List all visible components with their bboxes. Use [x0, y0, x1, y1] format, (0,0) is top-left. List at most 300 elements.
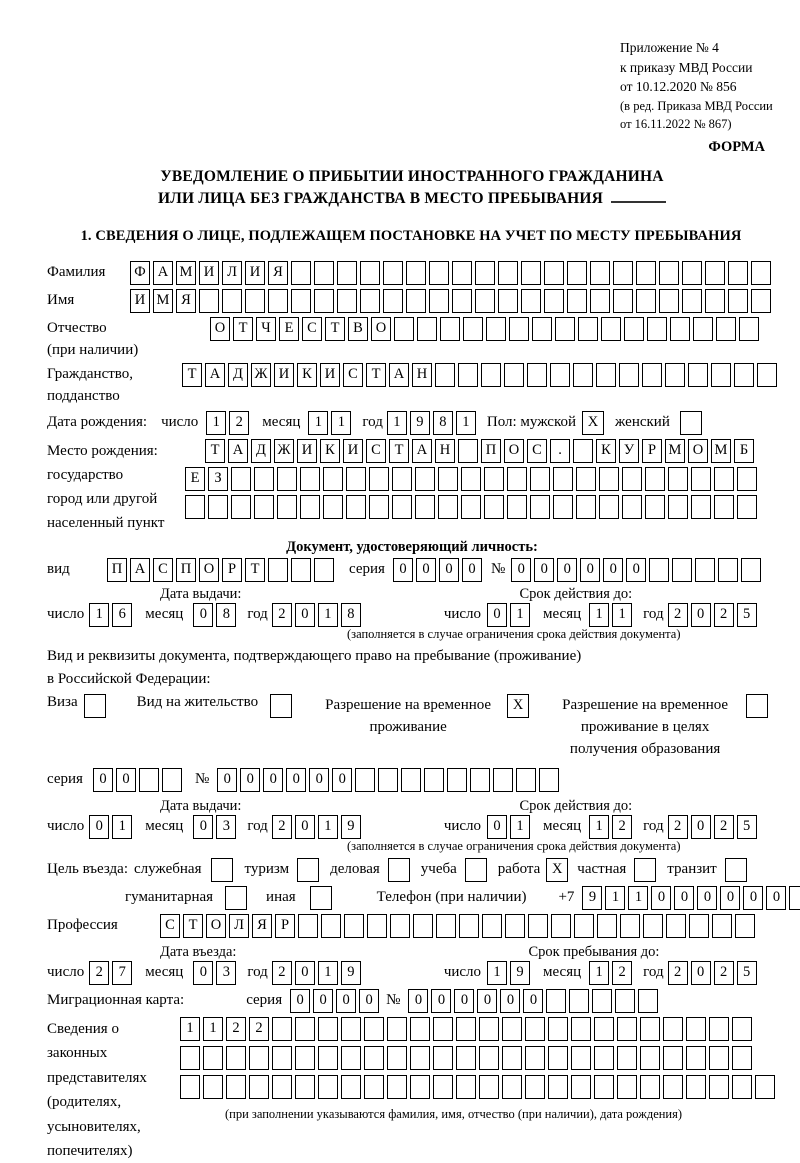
char-cell[interactable]: [387, 1046, 407, 1070]
char-cell[interactable]: [226, 1046, 246, 1070]
char-cell[interactable]: Т: [325, 317, 345, 341]
char-cell[interactable]: [622, 467, 642, 491]
char-cell[interactable]: [642, 363, 662, 387]
char-cell[interactable]: [291, 558, 311, 582]
char-cell[interactable]: [516, 768, 536, 792]
char-cell[interactable]: 0: [697, 886, 717, 910]
char-cell[interactable]: [341, 1046, 361, 1070]
char-cell[interactable]: 0: [534, 558, 554, 582]
char-cell[interactable]: [300, 495, 320, 519]
char-cell[interactable]: [712, 914, 732, 938]
char-cell[interactable]: [571, 1075, 591, 1099]
char-cell[interactable]: 0: [286, 768, 306, 792]
char-cell[interactable]: 9: [341, 815, 361, 839]
char-cell[interactable]: [272, 1075, 292, 1099]
char-cell[interactable]: О: [688, 439, 708, 463]
char-cell[interactable]: [447, 768, 467, 792]
char-cell[interactable]: 0: [336, 989, 356, 1013]
char-cell[interactable]: [573, 363, 593, 387]
char-cell[interactable]: [649, 558, 669, 582]
purpose-private-checkbox[interactable]: [634, 858, 656, 882]
char-cell[interactable]: [413, 914, 433, 938]
char-cell[interactable]: [732, 1017, 752, 1041]
purpose-business-checkbox[interactable]: [388, 858, 410, 882]
char-cell[interactable]: 2: [226, 1017, 246, 1041]
char-cell[interactable]: [548, 1075, 568, 1099]
temp-residence-checkbox[interactable]: X: [507, 694, 529, 718]
char-cell[interactable]: А: [412, 439, 432, 463]
char-cell[interactable]: А: [389, 363, 409, 387]
char-cell[interactable]: 2: [272, 603, 292, 627]
char-cell[interactable]: 1: [612, 603, 632, 627]
char-cell[interactable]: 5: [737, 603, 757, 627]
char-cell[interactable]: [689, 914, 709, 938]
char-cell[interactable]: 1: [308, 411, 328, 435]
char-cell[interactable]: 0: [462, 558, 482, 582]
char-cell[interactable]: 0: [766, 886, 786, 910]
char-cell[interactable]: [619, 363, 639, 387]
char-cell[interactable]: [622, 495, 642, 519]
char-cell[interactable]: 6: [112, 603, 132, 627]
char-cell[interactable]: [728, 289, 748, 313]
char-cell[interactable]: [571, 1017, 591, 1041]
char-cell[interactable]: 0: [193, 961, 213, 985]
char-cell[interactable]: [705, 289, 725, 313]
char-cell[interactable]: [440, 317, 460, 341]
char-cell[interactable]: [716, 317, 736, 341]
char-cell[interactable]: .: [550, 439, 570, 463]
char-cell[interactable]: [415, 467, 435, 491]
char-cell[interactable]: Д: [251, 439, 271, 463]
char-cell[interactable]: [693, 317, 713, 341]
char-cell[interactable]: [691, 467, 711, 491]
char-cell[interactable]: 0: [487, 603, 507, 627]
char-cell[interactable]: [341, 1075, 361, 1099]
char-cell[interactable]: У: [619, 439, 639, 463]
char-cell[interactable]: [364, 1075, 384, 1099]
char-cell[interactable]: 1: [318, 603, 338, 627]
char-cell[interactable]: [458, 363, 478, 387]
char-cell[interactable]: [479, 1075, 499, 1099]
char-cell[interactable]: 1: [589, 815, 609, 839]
char-cell[interactable]: 0: [217, 768, 237, 792]
char-cell[interactable]: [452, 289, 472, 313]
char-cell[interactable]: [410, 1017, 430, 1041]
char-cell[interactable]: 0: [193, 815, 213, 839]
char-cell[interactable]: 5: [737, 961, 757, 985]
char-cell[interactable]: [567, 261, 587, 285]
char-cell[interactable]: Я: [268, 261, 288, 285]
char-cell[interactable]: [498, 261, 518, 285]
char-cell[interactable]: И: [245, 261, 265, 285]
char-cell[interactable]: [208, 495, 228, 519]
char-cell[interactable]: 1: [203, 1017, 223, 1041]
char-cell[interactable]: [527, 363, 547, 387]
char-cell[interactable]: П: [481, 439, 501, 463]
char-cell[interactable]: [415, 495, 435, 519]
char-cell[interactable]: [318, 1046, 338, 1070]
char-cell[interactable]: 2: [714, 815, 734, 839]
char-cell[interactable]: С: [366, 439, 386, 463]
char-cell[interactable]: Ж: [274, 439, 294, 463]
char-cell[interactable]: [555, 317, 575, 341]
char-cell[interactable]: 2: [714, 961, 734, 985]
char-cell[interactable]: [367, 914, 387, 938]
char-cell[interactable]: [601, 317, 621, 341]
char-cell[interactable]: [737, 495, 757, 519]
char-cell[interactable]: [640, 1046, 660, 1070]
char-cell[interactable]: С: [302, 317, 322, 341]
char-cell[interactable]: [346, 495, 366, 519]
char-cell[interactable]: Н: [412, 363, 432, 387]
char-cell[interactable]: [599, 495, 619, 519]
char-cell[interactable]: И: [130, 289, 150, 313]
char-cell[interactable]: К: [596, 439, 616, 463]
char-cell[interactable]: 0: [313, 989, 333, 1013]
char-cell[interactable]: [597, 914, 617, 938]
char-cell[interactable]: Т: [205, 439, 225, 463]
char-cell[interactable]: [456, 1017, 476, 1041]
char-cell[interactable]: [647, 317, 667, 341]
char-cell[interactable]: [435, 363, 455, 387]
char-cell[interactable]: [268, 289, 288, 313]
char-cell[interactable]: [567, 289, 587, 313]
char-cell[interactable]: [484, 467, 504, 491]
char-cell[interactable]: [505, 914, 525, 938]
char-cell[interactable]: [502, 1046, 522, 1070]
char-cell[interactable]: И: [274, 363, 294, 387]
purpose-work-checkbox[interactable]: X: [546, 858, 568, 882]
char-cell[interactable]: [323, 467, 343, 491]
char-cell[interactable]: [709, 1075, 729, 1099]
char-cell[interactable]: [272, 1046, 292, 1070]
char-cell[interactable]: [378, 768, 398, 792]
char-cell[interactable]: [295, 1017, 315, 1041]
char-cell[interactable]: 0: [580, 558, 600, 582]
char-cell[interactable]: О: [206, 914, 226, 938]
char-cell[interactable]: 2: [89, 961, 109, 985]
char-cell[interactable]: Т: [366, 363, 386, 387]
char-cell[interactable]: 0: [393, 558, 413, 582]
char-cell[interactable]: [222, 289, 242, 313]
char-cell[interactable]: [751, 261, 771, 285]
char-cell[interactable]: 0: [89, 815, 109, 839]
char-cell[interactable]: [249, 1075, 269, 1099]
char-cell[interactable]: [502, 1075, 522, 1099]
char-cell[interactable]: 2: [249, 1017, 269, 1041]
char-cell[interactable]: [394, 317, 414, 341]
char-cell[interactable]: С: [153, 558, 173, 582]
char-cell[interactable]: [521, 289, 541, 313]
char-cell[interactable]: 0: [290, 989, 310, 1013]
char-cell[interactable]: [599, 467, 619, 491]
char-cell[interactable]: И: [297, 439, 317, 463]
char-cell[interactable]: [268, 558, 288, 582]
char-cell[interactable]: [553, 495, 573, 519]
char-cell[interactable]: [203, 1046, 223, 1070]
char-cell[interactable]: [318, 1075, 338, 1099]
char-cell[interactable]: [640, 1017, 660, 1041]
char-cell[interactable]: [666, 914, 686, 938]
char-cell[interactable]: [484, 495, 504, 519]
char-cell[interactable]: 0: [691, 815, 711, 839]
char-cell[interactable]: [461, 495, 481, 519]
char-cell[interactable]: 2: [668, 815, 688, 839]
char-cell[interactable]: Ч: [256, 317, 276, 341]
char-cell[interactable]: Т: [389, 439, 409, 463]
char-cell[interactable]: [226, 1075, 246, 1099]
char-cell[interactable]: 0: [408, 989, 428, 1013]
char-cell[interactable]: [507, 495, 527, 519]
char-cell[interactable]: 2: [714, 603, 734, 627]
char-cell[interactable]: [734, 363, 754, 387]
char-cell[interactable]: [645, 467, 665, 491]
char-cell[interactable]: В: [348, 317, 368, 341]
purpose-humanitarian-checkbox[interactable]: [225, 886, 247, 910]
char-cell[interactable]: Я: [252, 914, 272, 938]
char-cell[interactable]: [682, 289, 702, 313]
char-cell[interactable]: [323, 495, 343, 519]
char-cell[interactable]: [551, 914, 571, 938]
char-cell[interactable]: [383, 289, 403, 313]
char-cell[interactable]: [578, 317, 598, 341]
char-cell[interactable]: Н: [435, 439, 455, 463]
char-cell[interactable]: Ж: [251, 363, 271, 387]
char-cell[interactable]: [663, 1075, 683, 1099]
sex-female-checkbox[interactable]: [680, 411, 702, 435]
char-cell[interactable]: [364, 1017, 384, 1041]
char-cell[interactable]: [456, 1046, 476, 1070]
char-cell[interactable]: [686, 1075, 706, 1099]
char-cell[interactable]: [714, 467, 734, 491]
char-cell[interactable]: [550, 363, 570, 387]
char-cell[interactable]: [705, 261, 725, 285]
char-cell[interactable]: [369, 467, 389, 491]
char-cell[interactable]: [436, 914, 456, 938]
char-cell[interactable]: [364, 1046, 384, 1070]
char-cell[interactable]: [433, 1046, 453, 1070]
char-cell[interactable]: 1: [605, 886, 625, 910]
char-cell[interactable]: 0: [557, 558, 577, 582]
char-cell[interactable]: И: [320, 363, 340, 387]
char-cell[interactable]: [695, 558, 715, 582]
char-cell[interactable]: [636, 261, 656, 285]
char-cell[interactable]: Р: [222, 558, 242, 582]
char-cell[interactable]: 0: [295, 603, 315, 627]
char-cell[interactable]: Я: [176, 289, 196, 313]
char-cell[interactable]: Р: [642, 439, 662, 463]
char-cell[interactable]: С: [160, 914, 180, 938]
char-cell[interactable]: [486, 317, 506, 341]
char-cell[interactable]: [691, 495, 711, 519]
char-cell[interactable]: 9: [410, 411, 430, 435]
char-cell[interactable]: [300, 467, 320, 491]
char-cell[interactable]: [546, 989, 566, 1013]
char-cell[interactable]: 2: [668, 603, 688, 627]
char-cell[interactable]: 0: [523, 989, 543, 1013]
char-cell[interactable]: 2: [612, 815, 632, 839]
char-cell[interactable]: 0: [431, 989, 451, 1013]
char-cell[interactable]: М: [665, 439, 685, 463]
char-cell[interactable]: [417, 317, 437, 341]
char-cell[interactable]: 8: [216, 603, 236, 627]
char-cell[interactable]: М: [153, 289, 173, 313]
char-cell[interactable]: [341, 1017, 361, 1041]
char-cell[interactable]: 1: [318, 815, 338, 839]
char-cell[interactable]: [291, 261, 311, 285]
char-cell[interactable]: [475, 261, 495, 285]
char-cell[interactable]: А: [228, 439, 248, 463]
char-cell[interactable]: [613, 261, 633, 285]
char-cell[interactable]: [732, 1075, 752, 1099]
char-cell[interactable]: [548, 1017, 568, 1041]
char-cell[interactable]: [295, 1046, 315, 1070]
char-cell[interactable]: [617, 1075, 637, 1099]
char-cell[interactable]: 1: [206, 411, 226, 435]
char-cell[interactable]: [574, 914, 594, 938]
char-cell[interactable]: 0: [626, 558, 646, 582]
char-cell[interactable]: [525, 1046, 545, 1070]
char-cell[interactable]: [645, 495, 665, 519]
char-cell[interactable]: [659, 261, 679, 285]
char-cell[interactable]: [461, 467, 481, 491]
char-cell[interactable]: [665, 363, 685, 387]
char-cell[interactable]: [470, 768, 490, 792]
char-cell[interactable]: [576, 467, 596, 491]
char-cell[interactable]: [521, 261, 541, 285]
char-cell[interactable]: [295, 1075, 315, 1099]
char-cell[interactable]: [406, 289, 426, 313]
char-cell[interactable]: [504, 363, 524, 387]
char-cell[interactable]: 0: [240, 768, 260, 792]
char-cell[interactable]: Е: [185, 467, 205, 491]
char-cell[interactable]: С: [343, 363, 363, 387]
char-cell[interactable]: [615, 989, 635, 1013]
char-cell[interactable]: [553, 467, 573, 491]
char-cell[interactable]: М: [176, 261, 196, 285]
char-cell[interactable]: Т: [182, 363, 202, 387]
char-cell[interactable]: П: [176, 558, 196, 582]
char-cell[interactable]: [682, 261, 702, 285]
char-cell[interactable]: [272, 1017, 292, 1041]
char-cell[interactable]: Р: [275, 914, 295, 938]
char-cell[interactable]: [162, 768, 182, 792]
char-cell[interactable]: [392, 495, 412, 519]
char-cell[interactable]: [596, 363, 616, 387]
char-cell[interactable]: 1: [112, 815, 132, 839]
char-cell[interactable]: Л: [229, 914, 249, 938]
char-cell[interactable]: [479, 1046, 499, 1070]
char-cell[interactable]: Е: [279, 317, 299, 341]
char-cell[interactable]: [613, 289, 633, 313]
char-cell[interactable]: [789, 886, 800, 910]
char-cell[interactable]: [254, 467, 274, 491]
char-cell[interactable]: [245, 289, 265, 313]
char-cell[interactable]: [139, 768, 159, 792]
char-cell[interactable]: [337, 289, 357, 313]
char-cell[interactable]: О: [199, 558, 219, 582]
char-cell[interactable]: 0: [651, 886, 671, 910]
char-cell[interactable]: 0: [439, 558, 459, 582]
char-cell[interactable]: 1: [589, 961, 609, 985]
char-cell[interactable]: [346, 467, 366, 491]
char-cell[interactable]: [735, 914, 755, 938]
char-cell[interactable]: [544, 261, 564, 285]
char-cell[interactable]: 0: [359, 989, 379, 1013]
char-cell[interactable]: [755, 1075, 775, 1099]
char-cell[interactable]: Т: [245, 558, 265, 582]
sex-male-checkbox[interactable]: X: [582, 411, 604, 435]
char-cell[interactable]: 3: [216, 815, 236, 839]
char-cell[interactable]: И: [199, 261, 219, 285]
char-cell[interactable]: О: [504, 439, 524, 463]
char-cell[interactable]: [617, 1046, 637, 1070]
char-cell[interactable]: [548, 1046, 568, 1070]
char-cell[interactable]: [590, 261, 610, 285]
char-cell[interactable]: С: [527, 439, 547, 463]
char-cell[interactable]: [185, 495, 205, 519]
char-cell[interactable]: [392, 467, 412, 491]
char-cell[interactable]: [672, 558, 692, 582]
char-cell[interactable]: [383, 261, 403, 285]
char-cell[interactable]: [668, 467, 688, 491]
char-cell[interactable]: [314, 261, 334, 285]
char-cell[interactable]: 0: [193, 603, 213, 627]
char-cell[interactable]: [429, 289, 449, 313]
char-cell[interactable]: Ф: [130, 261, 150, 285]
char-cell[interactable]: [433, 1075, 453, 1099]
char-cell[interactable]: [528, 914, 548, 938]
char-cell[interactable]: 3: [216, 961, 236, 985]
char-cell[interactable]: 0: [93, 768, 113, 792]
char-cell[interactable]: 1: [89, 603, 109, 627]
char-cell[interactable]: [314, 558, 334, 582]
char-cell[interactable]: [663, 1046, 683, 1070]
char-cell[interactable]: [636, 289, 656, 313]
char-cell[interactable]: [757, 363, 777, 387]
visa-checkbox[interactable]: [84, 694, 106, 718]
char-cell[interactable]: 1: [331, 411, 351, 435]
char-cell[interactable]: 0: [309, 768, 329, 792]
char-cell[interactable]: 0: [295, 961, 315, 985]
char-cell[interactable]: К: [320, 439, 340, 463]
char-cell[interactable]: [498, 289, 518, 313]
char-cell[interactable]: 9: [510, 961, 530, 985]
char-cell[interactable]: [458, 439, 478, 463]
char-cell[interactable]: [199, 289, 219, 313]
char-cell[interactable]: 1: [510, 815, 530, 839]
char-cell[interactable]: [620, 914, 640, 938]
purpose-tourism-checkbox[interactable]: [297, 858, 319, 882]
char-cell[interactable]: [360, 289, 380, 313]
char-cell[interactable]: [732, 1046, 752, 1070]
char-cell[interactable]: Л: [222, 261, 242, 285]
char-cell[interactable]: А: [130, 558, 150, 582]
char-cell[interactable]: [709, 1017, 729, 1041]
char-cell[interactable]: [180, 1075, 200, 1099]
char-cell[interactable]: [475, 289, 495, 313]
char-cell[interactable]: 0: [603, 558, 623, 582]
char-cell[interactable]: [686, 1046, 706, 1070]
char-cell[interactable]: [571, 1046, 591, 1070]
char-cell[interactable]: [203, 1075, 223, 1099]
char-cell[interactable]: [530, 495, 550, 519]
char-cell[interactable]: [741, 558, 761, 582]
purpose-transit-checkbox[interactable]: [725, 858, 747, 882]
char-cell[interactable]: [592, 989, 612, 1013]
char-cell[interactable]: 0: [674, 886, 694, 910]
char-cell[interactable]: [231, 467, 251, 491]
